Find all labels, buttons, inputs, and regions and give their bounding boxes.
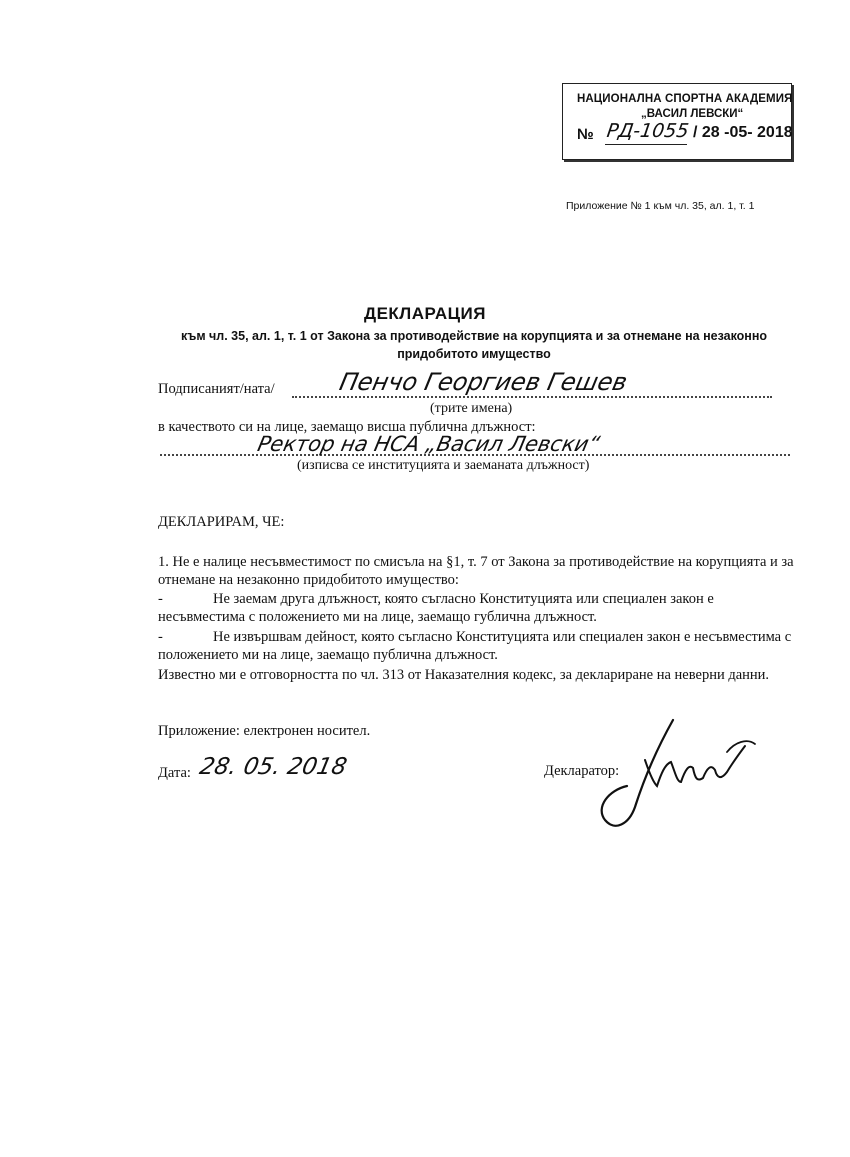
declarator-label: Декларатор:: [544, 763, 620, 779]
item-2-text: Не извършвам дейност, която съгласно Конституцията или специален закон е несъвместима с положението ми на лице, заемащо публична длъжност.: [158, 629, 792, 663]
attachment-note: Приложение: електронен носител.: [158, 723, 371, 739]
stamp-registration-number: РД-1055: [605, 120, 691, 142]
signatory-label: Подписаният/ната/: [158, 381, 275, 397]
position-handwritten-value: Ректор на НСА „Васил Левски“: [255, 432, 602, 456]
signatory-dotted-line: [292, 396, 772, 398]
declare-heading: ДЕКЛАРИРАМ, ЧЕ:: [158, 514, 285, 530]
position-label: в качеството си на лице, заемащо висша публична длъжност:: [158, 419, 536, 435]
stamp-institution-name: „ВАСИЛ ЛЕВСКИ“: [641, 108, 744, 120]
signatory-handwritten-name: Пенчо Георгиев Гешев: [337, 368, 630, 396]
stamp-number-underline: [605, 144, 687, 145]
stamp-number-label: №: [577, 126, 594, 143]
item-1-dash: -: [158, 591, 163, 607]
position-caption: (изписва се институцията и заеманата длъжност): [297, 458, 590, 473]
liability-statement: Известно ми е отговорността по чл. 313 от Наказателния кодекс, за деклариране на неверни данни.: [158, 667, 770, 683]
declarator-signature: [585, 712, 775, 842]
date-handwritten: 28. 05. 2018: [197, 754, 350, 780]
declaration-item-2: [158, 628, 798, 664]
declaration-item-1: [158, 590, 798, 626]
point-1: 1. Не е налице несъвместимост по смисъла на §1, т. 7 от Закона за противодействие на корупцията и за отнемане на незаконно придобитото имущество:: [158, 554, 794, 588]
stamp-institution: НАЦИОНАЛНА СПОРТНА АКАДЕМИЯ: [577, 93, 793, 105]
appendix-reference: Приложение № 1 към чл. 35, ал. 1, т. 1: [566, 200, 755, 212]
item-1-text: Не заемам друга длъжност, която съгласно Конституцията или специален закон е несъвместима с положението ми на лице, заемащо гублична длъжност.: [158, 591, 714, 625]
document-subtitle: към чл. 35, ал. 1, т. 1 от Закона за противодействие на корупцията и за отнемане на незаконно придобитото имущество: [180, 329, 768, 361]
item-2-dash: -: [158, 629, 163, 645]
signatory-caption: (трите имена): [430, 401, 513, 416]
registration-stamp: [562, 83, 792, 160]
date-label: Дата:: [158, 765, 191, 781]
stamp-date: / 28 -05- 2018: [693, 124, 793, 141]
document-title: ДЕКЛАРАЦИЯ: [363, 304, 486, 323]
